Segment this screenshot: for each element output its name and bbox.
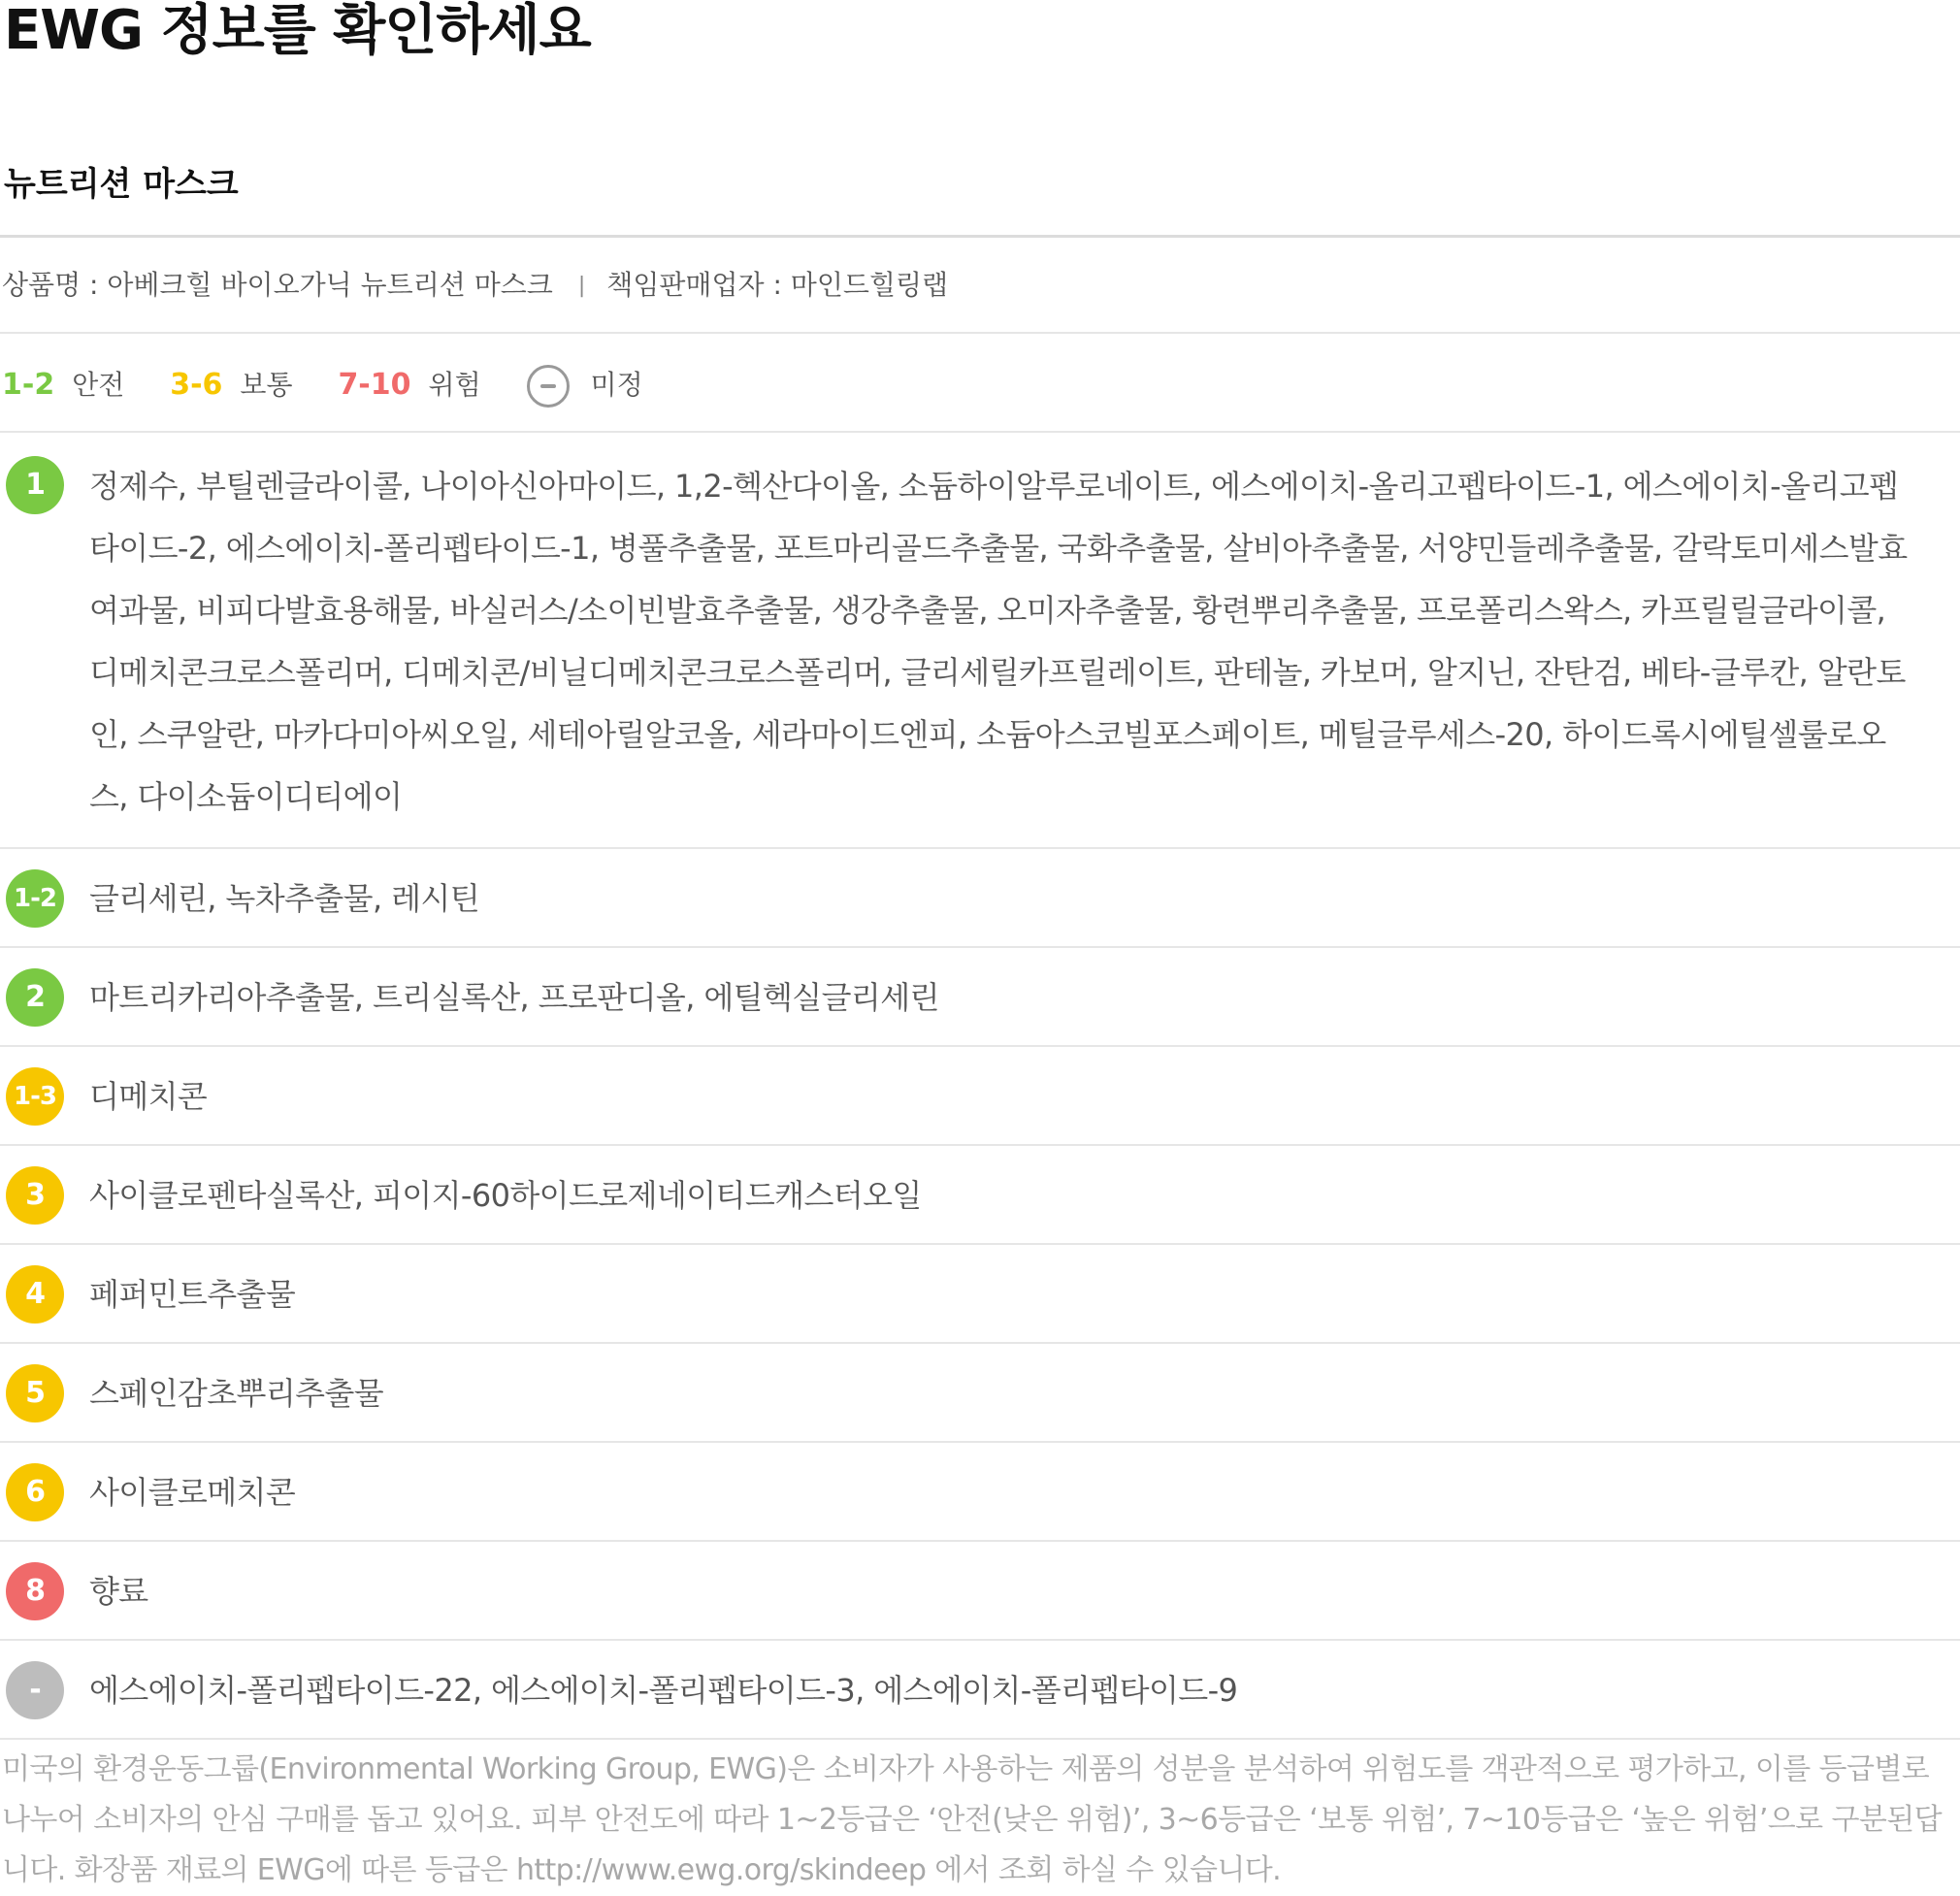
ingredient-list: 사이클로메치콘 [89, 1474, 296, 1511]
ingredient-list: 향료 [89, 1573, 148, 1610]
ingredient-list: 글리세린, 녹차추출물, 레시틴 [89, 880, 480, 917]
ingredient-list: 에스에이치-폴리펩타이드-22, 에스에이치-폴리펩타이드-3, 에스에이치-폴리펩타이드-9 [89, 1672, 1238, 1709]
grade-row [0, 1443, 1960, 1542]
ingredient-list: 마트리카리아추출물, 트리실록산, 프로판디올, 에틸헥실글리세린 [89, 979, 939, 1016]
legend-range: 1-2 [2, 368, 55, 402]
grade-badge: 1-3 [6, 1067, 64, 1126]
ingredient-list: 디메치콘 [89, 1078, 208, 1115]
product-title: 뉴트리션 마스크 [4, 165, 239, 204]
product-info-line [2, 264, 948, 307]
legend-range: 3-6 [170, 368, 223, 402]
page-title: EWG 정보를 확인하세요 [4, 0, 591, 62]
legend-label: 보통 [240, 369, 293, 401]
grade-badge: 4 [6, 1265, 64, 1324]
divider [0, 235, 1960, 238]
legend-label: 안전 [72, 369, 125, 401]
product-name-label: 상품명 : 아베크힐 바이오가닉 뉴트리션 마스크 [2, 269, 553, 301]
grade-legend [2, 359, 680, 409]
grade-badge: 6 [6, 1463, 64, 1521]
ingredient-list: 정제수, 부틸렌글라이콜, 나이아신아마이드, 1,2-헥산다이올, 소듐하이알루로네이트, 에스에이치-올리고펩타이드-1, 에스에이치-올리고펩타이드-2, 에스에이치-폴리펩타이드-1, 병풀추출물, 포트마리골드추출물, 국화추출물, 살비아추출물, 서양민들레추출물, 갈락토미세스발효여과물, 비피다발효용해물, 바실러스/소이빈발효추출물, 생강추출물, 오미자추출물, 황련뿌리추출물, 프로폴리스왁스, 카프릴릴글라이콜, 디메치콘크로스폴리머, 디메치콘/비닐디메치콘크로스폴리머, 글리세릴카프릴레이트, 판테놀, 카보머, 알지닌, 잔탄검, 베타-글루칸, 알란토인, 스쿠알란, 마카다미아씨오일, 세테아릴알코올, 세라마이드엔피, 소듐아스코빌포스페이트, 메틸글루세스-20, 하이드록시에틸셀룰로오스, 다이소듐이디티에이 [89, 468, 1908, 815]
grade-badge: 5 [6, 1364, 64, 1422]
legend-item-moderate [170, 360, 292, 410]
grade-row [0, 948, 1960, 1047]
grade-badge: 1 [6, 456, 64, 514]
grade-badge: 1-2 [6, 869, 64, 928]
grade-row [0, 1047, 1960, 1146]
legend-item-danger [338, 360, 480, 410]
grade-row [0, 1344, 1960, 1443]
legend-label: 위험 [428, 369, 481, 401]
grade-row [0, 1641, 1960, 1740]
grade-row [0, 1245, 1960, 1344]
grade-badge: 8 [6, 1562, 64, 1620]
minus-circle-icon [527, 365, 570, 408]
seller-label: 책임판매업자 : 마인드힐링랩 [606, 269, 949, 301]
info-separator: | [577, 274, 586, 298]
grade-row [0, 431, 1960, 849]
legend-range: 7-10 [338, 368, 411, 402]
ingredient-list: 페퍼민트추출물 [89, 1276, 296, 1313]
legend-item-safe [2, 360, 124, 410]
divider [0, 332, 1960, 334]
legend-label: 미정 [590, 369, 643, 401]
grade-badge: - [6, 1661, 64, 1719]
legend-item-undefined [527, 360, 643, 410]
grade-row [0, 849, 1960, 948]
grade-row [0, 1542, 1960, 1641]
ewg-footnote: 미국의 환경운동그룹(Environmental Working Group, EWG)은 소비자가 사용하는 제품의 성분을 분석하여 위험도를 객관적으로 평가하고, 이를 등급별로 나누어 소비자의 안심 구매를 돕고 있어요. 피부 안전도에 따라 1~2등급은 ‘안전(낮은 위험)’, 3~6등급은 ‘보통 위험’, 7~10등급은 ‘높은 위험’으로 구분된답니다. 화장품 재료의 EWG에 따른 등급은 http://www.ewg.org/skindeep 에서 조회 하실 수 있습니다. [2, 1752, 1943, 1887]
grade-row [0, 1146, 1960, 1245]
ingredient-list: 사이클로펜타실록산, 피이지-60하이드로제네이티드캐스터오일 [89, 1177, 922, 1214]
ingredient-grade-list [0, 431, 1960, 1740]
ingredient-list: 스페인감초뿌리추출물 [89, 1375, 384, 1412]
grade-badge: 2 [6, 968, 64, 1027]
grade-badge: 3 [6, 1166, 64, 1225]
